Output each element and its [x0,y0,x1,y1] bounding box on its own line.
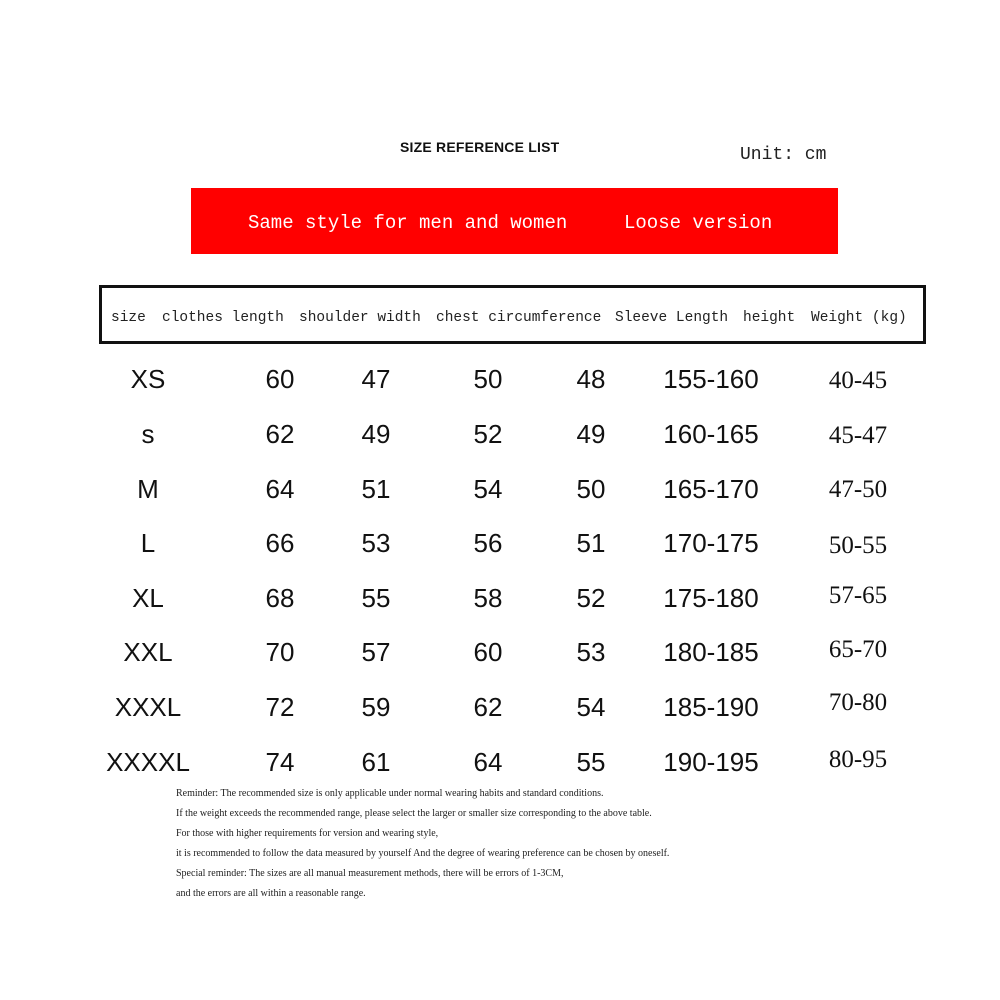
table-cell: 51 [361,474,391,504]
table-cell: 52 [473,419,503,449]
table-cell-weight: 45-47 [828,422,888,449]
table-cell: 59 [361,692,391,722]
table-cell: 55 [576,747,606,777]
table-cell: 50 [473,364,503,394]
table-cell-size: s [141,419,155,449]
note-line: If the weight exceeds the recommended range, please select the larger or smaller size corresponding to the above table. [176,808,652,819]
note-line: Reminder: The recommended size is only applicable under normal wearing habits and standard conditions. [176,788,604,799]
table-cell: 68 [265,583,295,613]
unit-label: Unit: cm [740,145,827,165]
table-cell: 54 [576,692,606,722]
table-cell-size: XXXXL [106,747,190,777]
table-cell-size: XXL [123,637,173,667]
table-cell-weight: 57-65 [828,582,888,609]
table-cell: 60 [265,364,295,394]
table-cell-size: XL [132,583,164,613]
note-line: For those with higher requirements for version and wearing style, [176,828,439,839]
table-cell: 50 [576,474,606,504]
header-chest-circumference: chest circumference [436,310,602,326]
page-title: SIZE REFERENCE LIST [400,139,560,155]
banner-version-text: Loose version [624,212,773,234]
table-cell-weight: 65-70 [828,636,888,663]
header-weight: Weight (kg) [811,310,907,326]
header-shoulder-width: shoulder width [299,310,421,326]
table-header [99,285,926,344]
table-cell-weight: 50-55 [828,532,888,559]
table-cell-weight: 70-80 [828,689,888,716]
table-cell-size: XS [130,364,166,394]
table-cell: 170-175 [663,528,759,558]
header-clothes-length: clothes length [162,310,284,326]
table-cell: 180-185 [663,637,759,667]
table-cell-weight: 80-95 [828,746,888,773]
table-cell: 72 [265,692,295,722]
table-cell: 190-195 [663,747,759,777]
table-cell: 57 [361,637,391,667]
table-cell-size: M [137,474,159,504]
table-cell: 53 [576,637,606,667]
table-cell: 70 [265,637,295,667]
table-cell: 175-180 [663,583,759,613]
table-cell: 64 [473,747,503,777]
table-cell: 53 [361,528,391,558]
table-cell: 48 [576,364,606,394]
table-cell: 54 [473,474,503,504]
table-cell: 185-190 [663,692,759,722]
note-line: Special reminder: The sizes are all manual measurement methods, there will be errors of 1-3CM, [176,868,564,879]
table-cell: 62 [473,692,503,722]
table-cell-size: L [140,528,156,558]
table-cell: 66 [265,528,295,558]
table-cell-weight: 40-45 [828,367,888,394]
table-cell: 47 [361,364,391,394]
table-cell: 58 [473,583,503,613]
table-cell: 52 [576,583,606,613]
table-cell: 51 [576,528,606,558]
table-cell: 61 [361,747,391,777]
table-cell: 64 [265,474,295,504]
table-cell: 74 [265,747,295,777]
table-cell: 55 [361,583,391,613]
header-size: size [111,310,146,326]
banner-fit-text: Same style for men and women [248,212,568,234]
table-cell: 155-160 [663,364,759,394]
table-cell-size: XXXL [114,692,182,722]
header-height: height [743,310,796,326]
table-cell: 60 [473,637,503,667]
reminder-notes [176,787,876,907]
table-cell: 165-170 [663,474,759,504]
table-cell: 160-165 [663,419,759,449]
table-cell-weight: 47-50 [828,476,888,503]
table-cell: 56 [473,528,503,558]
table-cell: 62 [265,419,295,449]
style-banner [191,188,838,254]
table-cell: 49 [576,419,606,449]
header-sleeve-length: Sleeve Length [615,310,729,326]
table-cell: 49 [361,419,391,449]
note-line: and the errors are all within a reasonable range. [176,888,366,899]
note-line: it is recommended to follow the data measured by yourself And the degree of wearing preference can be chosen by oneself. [176,848,670,859]
